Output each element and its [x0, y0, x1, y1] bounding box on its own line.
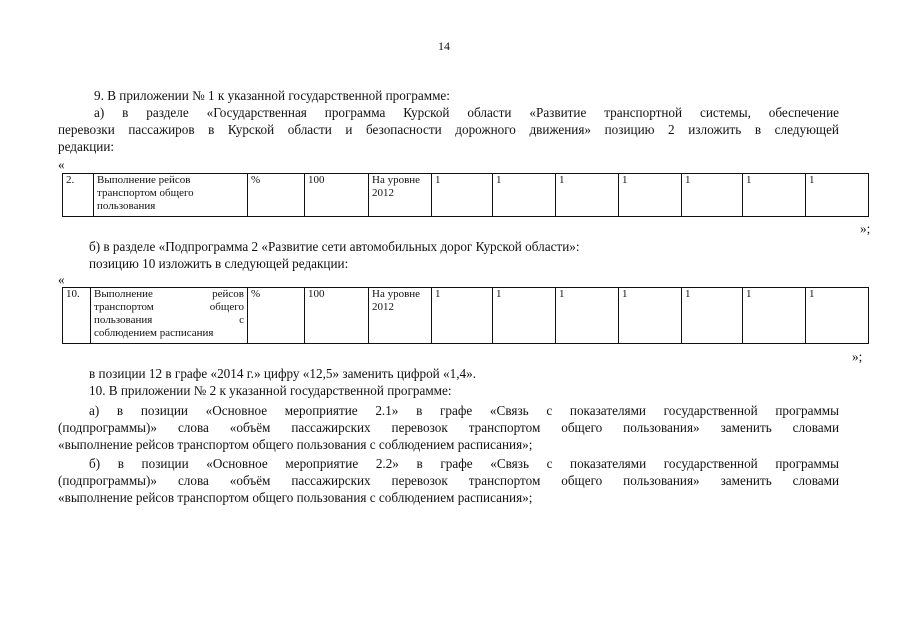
cell-year-4: 1	[619, 174, 682, 217]
item-9-intro: 9. В приложении № 1 к указанной государственной программе:	[94, 88, 450, 103]
close-quote-1: »;	[860, 221, 871, 236]
cell-year-1: 1	[432, 174, 493, 217]
cell-indicator-name: Выполнение рейсов транспортом общего пользования	[94, 174, 248, 217]
cell-value: 100	[305, 174, 369, 217]
page-number: 14	[438, 39, 450, 53]
table-row	[63, 174, 869, 217]
cell-num: 2.	[63, 174, 94, 217]
cell-year-3: 1	[556, 174, 619, 217]
cell-year-3: 1	[556, 288, 619, 344]
cell-level: На уровне 2012	[369, 288, 432, 344]
close-quote-2: »;	[852, 349, 863, 364]
cell-year-4: 1	[619, 288, 682, 344]
item-10b-line-3: «выполнение рейсов транспортом общего пользования с соблюдением расписания»;	[58, 490, 533, 505]
cell-year-6: 1	[743, 174, 806, 217]
item-10-intro: 10. В приложении № 2 к указанной государственной программе:	[89, 383, 452, 398]
table-row	[63, 288, 869, 344]
item-9b-line-1: б) в разделе «Подпрограмма 2 «Развитие сети автомобильных дорог Курской области»:	[89, 239, 580, 254]
item-9a-line-2: перевозки пассажиров в Курской области и безопасности дорожного движения» позицию 2 изложить в следующей	[58, 122, 839, 137]
cell-year-7: 1	[806, 288, 869, 344]
table-position-10	[62, 287, 869, 344]
cell-indicator-name: Выполнение рейсов транспортом общего пользования с соблюдением расписания	[91, 288, 248, 344]
cell-year-5: 1	[682, 174, 743, 217]
cell-year-2: 1	[493, 174, 556, 217]
cell-year-6: 1	[743, 288, 806, 344]
item-10a-line-2: (подпрограммы)» слова «объём пассажирских перевозок транспортом общего пользования» заменить словами	[58, 420, 839, 435]
table-position-2	[62, 173, 869, 217]
item-9b-line-2: позицию 10 изложить в следующей редакции:	[89, 256, 349, 271]
cell-unit: %	[248, 288, 305, 344]
cell-value: 100	[305, 288, 369, 344]
cell-year-7: 1	[806, 174, 869, 217]
item-10a-line-1: а) в позиции «Основное мероприятие 2.1» в графе «Связь с показателями государственной программы	[89, 403, 839, 418]
item-10b-line-1: б) в позиции «Основное мероприятие 2.2» в графе «Связь с показателями государственной программы	[89, 456, 839, 471]
item-9a-line-3: редакции:	[58, 139, 115, 154]
open-quote-1: «	[58, 157, 65, 172]
cell-num: 10.	[63, 288, 91, 344]
cell-unit: %	[248, 174, 305, 217]
item-10b-line-2: (подпрограммы)» слова «объём пассажирских перевозок транспортом общего пользования» заменить словами	[58, 473, 839, 488]
cell-year-5: 1	[682, 288, 743, 344]
cell-year-1: 1	[432, 288, 493, 344]
item-10a-line-3: «выполнение рейсов транспортом общего пользования с соблюдением расписания»;	[58, 437, 533, 452]
open-quote-2: «	[58, 272, 65, 287]
cell-year-2: 1	[493, 288, 556, 344]
cell-level: На уровне 2012	[369, 174, 432, 217]
item-position-12: в позиции 12 в графе «2014 г.» цифру «12,5» заменить цифрой «1,4».	[89, 366, 476, 381]
item-9a-line-1: а) в разделе «Государственная программа Курской области «Развитие транспортной системы, обеспечение	[94, 105, 839, 120]
